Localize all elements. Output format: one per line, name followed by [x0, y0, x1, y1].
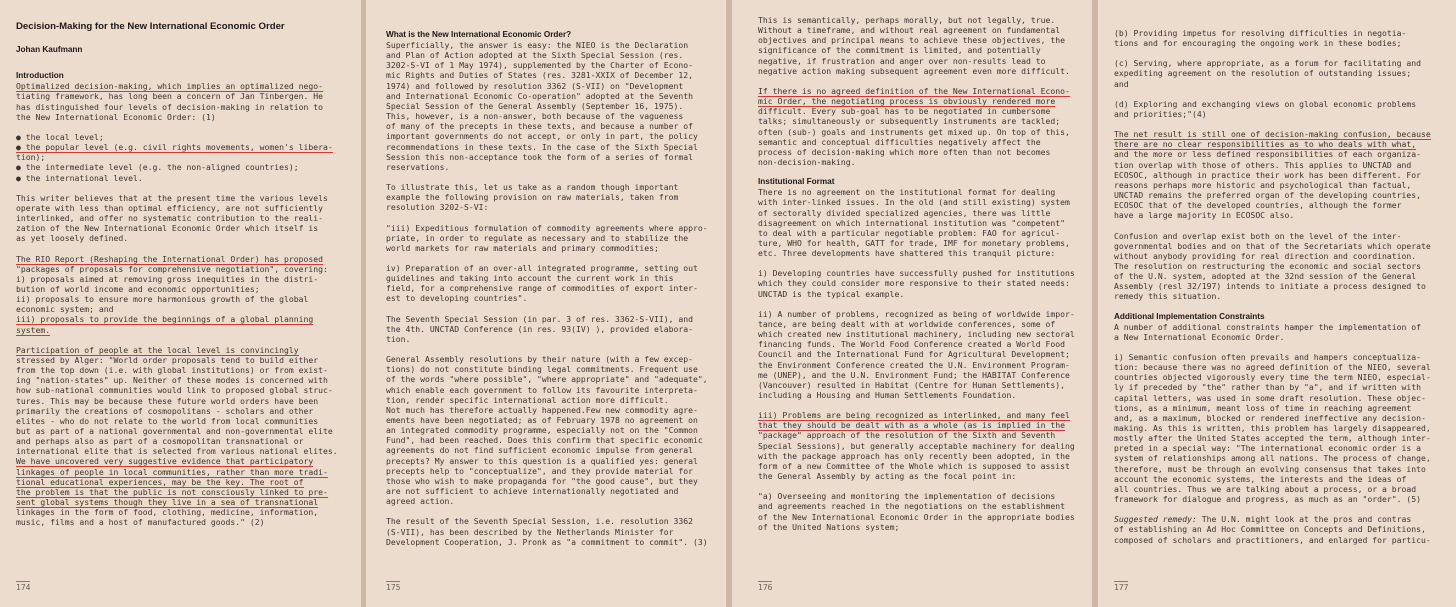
page-177: [1098, 0, 1456, 607]
paragraph: [1114, 514, 1442, 544]
text-line: have a large majority in ECOSOC also.: [1114, 210, 1295, 221]
paragraph: i) Semantic confusion often prevails and hampers conceptualiza- tion: because there was no agreed definition of the NIEO, several countries objected vigorously every time the term NIEO, especial- ly if preceded by "the" rather than by "a", and if written with capital letters, was used in some draft resolution. These objec- tions, as a minimum, meant loss of time in reaching agreement and, as a maximum, blocked or rendered ineffective any decision- making. As this is written, this problem has largely disappeared, mostly after the United States accepted the term, although inter- preted in a special way: "The international economic order is a system of relationships among all nations. The process of change, therefore, must be through an evolving consensus that takes into account the economic systems, the interests and the ideas of all countries. Thus we are talking about a process, or a broad framework for dialogue and progress, as much as an "order". (5): [1114, 351, 1431, 505]
text-line: ECOSOC, although in practice their work has been different. For: [1114, 169, 1421, 180]
text-line: i) proposals aimed at removing gross inequities in the distri-: [16, 273, 319, 284]
paragraph: "a) Overseeing and monitoring the implementation of decisions and agreements reached in the negotiations on the establishment of the New International Economic Order in the appropriate bodies of the United Nations system;: [758, 491, 1075, 532]
section-heading: Additional Implementation Constraints: [1114, 311, 1265, 321]
paragraph: (c) Serving, where appropriate, as a forum for facilitating and expediting agreement on the resolution of outstanding issues; and: [1114, 58, 1421, 89]
page-175: [366, 0, 726, 607]
text-line: how sub-national communities would link to proposed global struc-: [16, 385, 333, 396]
list-item: ● the local level;: [16, 131, 104, 142]
text-line: the New International Economic Order: (1): [16, 111, 216, 122]
underline: If there is no agreed definition of the New International Econo-: [758, 85, 1070, 96]
text-line: and perhaps also as part of a cosmopolitan transnational or: [16, 436, 304, 447]
underline: Optimalized decision-making, which implies an optimalized nego-: [16, 81, 323, 92]
text-line: with the package approach has only recently been adopted, in the: [758, 450, 1070, 461]
text-line: economic system; and: [16, 304, 114, 315]
page-number: 177: [1114, 582, 1129, 592]
text-line: reasons perhaps more historic and psychological than factual,: [1114, 179, 1412, 190]
text-line: form of a new Committee of the Whole which is supposed to assist: [758, 460, 1070, 471]
underline: sent global systems though they live in a sea of transnational: [16, 497, 319, 508]
text-line: ECOSOC that of the developed countries, although the former: [1114, 200, 1402, 211]
underline: iii) proposals to provide the beginnings of a global planning: [16, 314, 314, 325]
page-number: 175: [386, 582, 401, 592]
page-174: [0, 0, 361, 607]
text-line: ii) proposals to ensure more harmonious growth of the global: [16, 294, 309, 305]
text-line: "package" approach of the resolution of the Sixth and Seventh: [758, 430, 1056, 441]
text-line: bution of world income and economic opportunities;: [16, 283, 260, 294]
text-line: ing "nation-states" up. Neither of these modes is concerned with: [16, 375, 328, 386]
underline: there are no clear responsibilities as to who deals with what,: [1114, 139, 1417, 150]
text-line: talks; simultaneously or subsequently instruments are tackled;: [758, 116, 1061, 127]
page-number: 174: [16, 582, 31, 592]
underline: the problem is that the public is not consciously linked to pre-: [16, 486, 328, 497]
underline: mic Order, the negotiating process is obviously rendered more: [758, 96, 1056, 107]
underline: The net result is still one of decision-making confusion, because: [1114, 129, 1431, 140]
text-line: tion overlap with those of others. This applies to UNCTAD and: [1114, 159, 1412, 170]
text-line: Special Sessions), but generally acceptable machinery for dealing: [758, 440, 1075, 451]
text-line: process of decision-making which more often than not becomes: [758, 146, 1051, 157]
paragraph: "iii) Expeditious formulation of commodity agreements where appro- priate, in order to regulate as necessary and to stabilize the world markets for raw materials and primary commodities;: [386, 222, 708, 253]
paragraph: To illustrate this, let us take as a random though important example the following provision on raw materials, taken from resolution 3202-S-VI:: [386, 182, 679, 213]
section-heading: Institutional Format: [758, 177, 835, 187]
article-author: Johan Kaufmann: [16, 45, 83, 55]
paragraph: The result of the Seventh Special Session, i.e. resolution 3362 (S-VII), has been described by the Netherlands Minister for Development Cooperation, J. Pronk as "a commitment to commit". (3): [386, 516, 708, 547]
text-line: from the top down (i.e. with global institutions) or from exist-: [16, 365, 328, 376]
underline: We have uncovered very suggestive evidence that participatory: [16, 456, 314, 467]
text-line: music, films and a host of manufactured goods." (2): [16, 517, 265, 528]
paragraph: There is no agreement on the institutional format for dealing with inter-linked issues. In the old (and still existing) system of sectorally divided specialized agencies, there was little disagreement on which international institution was "competent" to deal with a particular negotiable problem: FAO for agricul- ture, WHO for health, GATT for trade, IMF for monetary problems, etc. Three developments have shattered this tranquil picture:: [758, 187, 1070, 259]
text-line: UNCTAD remains the preferred organ of the developing countries,: [1114, 190, 1421, 201]
paragraph: [758, 86, 1078, 167]
paragraph: (b) Providing impetus for resolving difficulties in negotia- tions and for encouraging the ongoing work in these bodies;: [1114, 28, 1407, 49]
text-line: but as part of a national governmental and non-governmental elite: [16, 426, 333, 436]
text-line: international elite that is selected from various national elites.: [16, 446, 338, 457]
paragraph: [758, 410, 1078, 481]
text-line: primarily the creations of cosmopolitans - scholars and other: [16, 405, 314, 416]
paragraph: This is semantically, perhaps morally, but not legally, true. Without a timeframe, and without real agreement on fundamental objectives and principal means to achieve these objectives, the significance of the commitment is limited, and potentially negative, if frustration and anger over non-results lead to negative action making subsequent agreement even more difficult.: [758, 15, 1070, 76]
paragraph: iv) Preparation of an over-all integrated programme, setting out guidelines and taking into account the current work in this field, for a comprehensive range of commodities of export inter- est to developing countries".: [386, 262, 698, 304]
text-line: linkages in the form of food, clothing, medicine, information,: [16, 507, 319, 518]
text-line: the General Assembly by acting as the focal point in:: [758, 471, 1017, 482]
paragraph: A number of additional constraints hamper the implementation of a New International Economic Order.: [1114, 321, 1421, 342]
paragraph: [16, 81, 347, 122]
bullet-list: [16, 132, 347, 183]
remedy-label: Suggested remedy:: [1114, 514, 1197, 525]
underline: ● the popular level (e.g. civil rights movements, women's libera-: [16, 142, 333, 153]
list-item: ● the intermediate level (e.g. the non-aligned countries);: [16, 162, 299, 173]
remedy-text: The U.N. might look at the pros and contras of establishing an Ad Hoc Committee on Concepts and Definitions, composed of scholars and practitioners, and enlarged for particu-: [1114, 514, 1431, 545]
text-line: tiating framework, has long been a concern of Jan Tinbergen. He: [16, 91, 323, 102]
text-line: has distinguished four levels of decision-making in relation to: [16, 101, 323, 112]
underline: that they should be dealt with as a whole (as is implied in the: [758, 420, 1065, 431]
text-line: semantic and conceptual difficulties negatively affect the: [758, 136, 1041, 147]
page-number: 176: [758, 582, 773, 592]
underline: The RIO Report (Reshaping the International Order) has proposed: [16, 253, 323, 264]
underline: tional educational experiences, may be the key. The root of: [16, 476, 304, 487]
text-line: elites - who do not relate to the world from local communities: [16, 415, 319, 426]
paragraph: [16, 254, 347, 335]
text-line: and the more or less defined responsibilities of each organiza-: [1114, 149, 1421, 160]
text-line: tures. This may be because these future world orders have been: [16, 395, 319, 406]
paragraph: Confusion and overlap exist both on the level of the inter- governmental bodies and on that of the Secretariats which operate without anybody providing for real direction and coordination. The resolution on restructuring the economic and social sectors of the U.N. system, adopted at the 32nd session of the General Assembly (resl 32/197) intends to initiate a process designed to remedy this situation.: [1114, 230, 1431, 302]
article-title: Decision-Making for the New International Economic Order: [16, 21, 285, 32]
text-line: difficult. Every sub-goal has to be negotiated in cumbersome: [758, 106, 1051, 117]
underline: linkages of people in local communities, rather than more tradi-: [16, 466, 328, 477]
paragraph: i) Developing countries have successfully pushed for institutions which they could consider more responsive to their stated needs: UNCTAD is the typical example.: [758, 268, 1075, 299]
paragraph: General Assembly resolutions by their nature (with a few excep- tions) do not constitute binding legal commitments. Frequent use of the words "where possible", "where appropriate" and "adequate", which enable each government to follow its favourite interpreta- tion, render specific international action more difficult. Not much has therefore actually happened.Few new commodity agre- ements have been negotiated; as of February 1978 no agreement on an integrated commodity programme, especially not on the "Common Fund", had been reached. Does this confirm that specific economic agreements do not find sufficient economic impulse from general precepts? My answer to this question is a qualified yes: general precepts help to "conceptualize", and they provide material for those who wish to make propaganda for "the good cause", but they are not sufficient to achieve internationally negotiated and agreed action.: [386, 354, 708, 507]
paragraph: ii) A number of problems, recognized as being of worldwide impor- tance, are being dealt with at worldwide conferences, some of which created new institutional machinery, including new sectoral financing funds. The World Food Conference created a World Food Council and the International Fund for Agricultural Development; the Environment Conference created the U.N. Environment Program- me (UNEP), and the U.N. Environment Fund; the HABITAT Conference (Vancouver) resulted in Habitat (Centre for Human Settlements), including a Housing and Human Settlements Foundation.: [758, 308, 1075, 400]
paragraph: Superficially, the answer is easy: the NIEO is the Declaration and Plan of Action adopted at the Sixth Special Session (res. 3202-S-VI of 1 May 1974), supplemented by the Charter of Econo- mic Rights and Duties of States (res. 3281-XXIX of December 12, 1974) and followed by resolution 3362 (S-VII) on "Development and International Economic Co-operation" adopted at the Seventh Special Session of the General Assembly (September 16, 1975). This, however, is a non-answer, both because of the vagueness of many of the precepts in these texts, and because a number of important governments do not accept, or only in part, the policy recommendations in these texts. In the case of the Sixth Special Session this non-acceptance took the form of a series of formal reservations.: [386, 40, 698, 172]
paragraph: The Seventh Special Session (in par. 3 of res. 3362-S-VII), and the 4th. UNCTAD Conference (in res. 93(IV) ), provided elabora- tion.: [386, 313, 693, 344]
underline: iii) Problems are being recognized as interlinked, and many feel: [758, 410, 1070, 421]
section-heading: What is the New International Economic Order?: [386, 30, 572, 39]
paragraph: [1114, 129, 1442, 220]
text-line: stressed by Alger: "World order proposals tend to build either: [16, 354, 319, 365]
section-heading: Introduction: [16, 71, 64, 81]
list-item: tion);: [16, 152, 46, 163]
underline: system.: [16, 324, 51, 335]
text-line: "packages of proposals for comprehensive negotiation", covering:: [16, 263, 328, 274]
text-line: often (sub-) goals and instruments get mixed up. On top of this,: [758, 126, 1070, 137]
underline: Participation of people at the local level is convincingly: [16, 344, 299, 355]
text-line: non-decision-making.: [758, 157, 856, 168]
page-176: [732, 0, 1092, 607]
paragraph: [16, 345, 347, 528]
paragraph: (d) Exploring and exchanging views on global economic problems and priorities;"(4): [1114, 98, 1417, 119]
list-item: ● the international level.: [16, 172, 143, 183]
paragraph: This writer believes that at the present time the various levels operate with less than optimal efficiency, are not sufficiently interlinked, and offer no systematic contribution to the reali- zation of the New International Economic Order which itself is as yet loosely defined.: [16, 192, 328, 244]
